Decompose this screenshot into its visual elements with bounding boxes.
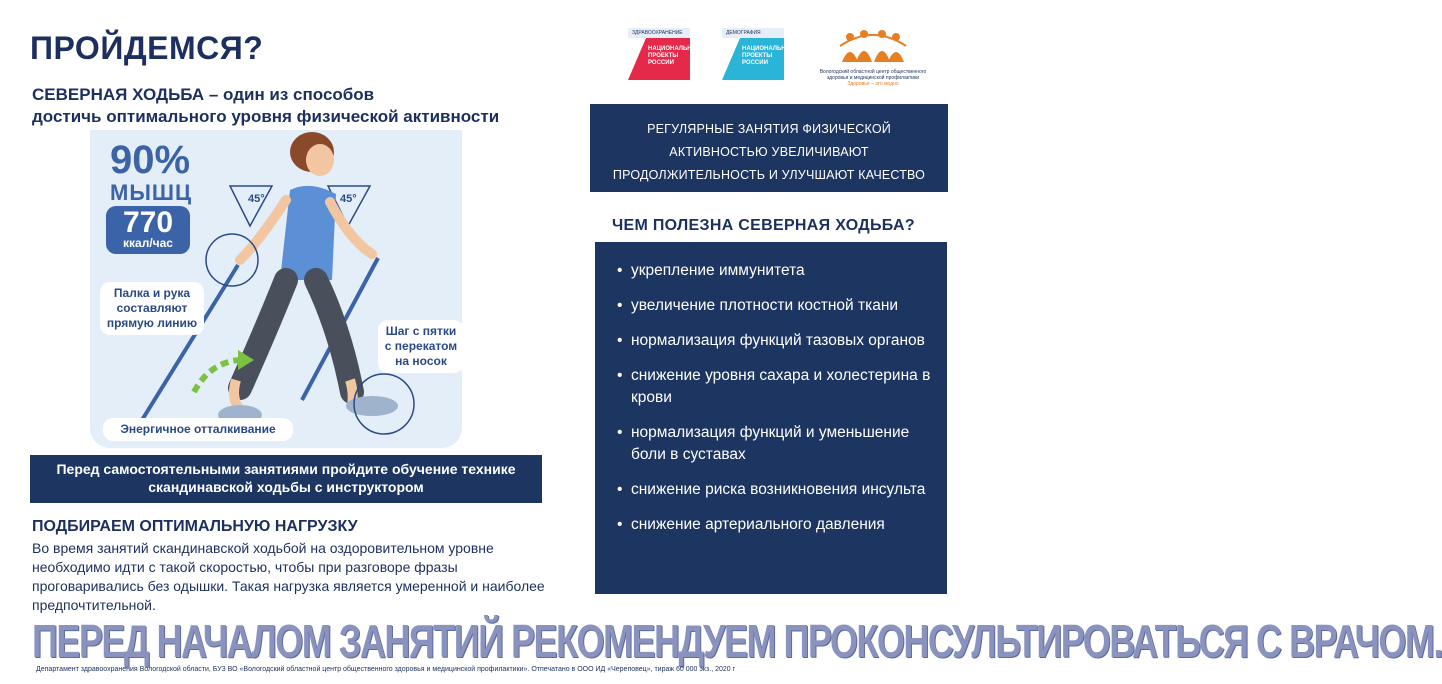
footer-credits: Департамент здравоохранения Вологодской области, БУЗ ВО «Вологодский областной центр общественного здоровья и медицинской профилактики». Отпечатано в ООО ИД «Череповец», тираж 60 000 экз., 2020 г (36, 666, 736, 673)
logo-tag: ЗДРАВООХРАНЕНИЕ (628, 28, 690, 38)
note-stick-arm: Палка и рука составляют прямую линию (100, 282, 204, 335)
benefit-item: • снижение уровня сахара и холестерина в крови (617, 365, 931, 409)
subtitle (32, 84, 499, 128)
subtitle-line-2: достичь оптимального уровня физической активности (32, 107, 500, 126)
benefits-title: ЧЕМ ПОЛЕЗНА СЕВЕРНАЯ ХОДЬБА? (612, 217, 915, 234)
instructor-notice: Перед самостоятельными занятиями пройдите обучение технике скандинавской ходьбы с инструктором (30, 455, 542, 503)
note-push-off: Энергичное отталкивание (103, 418, 293, 441)
logo-tag: ДЕМОГРАФИЯ (722, 28, 784, 38)
people-icon (838, 28, 908, 64)
angle-left-label: 45° (248, 193, 265, 205)
subtitle-line-1: СЕВЕРНАЯ ХОДЬБА – один из способов (32, 85, 375, 104)
benefit-item: • нормализация функций и уменьшение боли в суставах (617, 422, 931, 466)
doctor-consult-warning: ПЕРЕД НАЧАЛОМ ЗАНЯТИЙ РЕКОМЕНДУЕМ ПРОКОНСУЛЬТИРОВАТЬСЯ С ВРАЧОМ. (32, 614, 1442, 668)
logo-label: НАЦИОНАЛЬНЫЕ ПРОЕКТЫ РОССИИ (648, 46, 702, 66)
benefits-box (595, 242, 947, 594)
muscles-label: МЫШЦ (110, 180, 193, 205)
benefit-item: • укрепление иммунитета (617, 260, 931, 282)
benefit-item: • нормализация функций тазовых органов (617, 330, 931, 352)
logo-label: Вологодский областной центр общественного здоровья и медицинской профилактики (819, 69, 927, 81)
kcal-unit: ккал/час (123, 236, 173, 250)
load-section-text: Во время занятий скандинавской ходьбой на оздоровительном уровне необходимо идти с такой скоростью, чтобы при разговоре фразы проговаривались без одышки. Такая нагрузка является умеренной и наиболее предпочтительной. (32, 540, 545, 613)
page-title: ПРОЙДЕМСЯ? (30, 30, 264, 66)
kcal-badge (106, 206, 190, 254)
benefit-item: • увеличение плотности костной ткани (617, 295, 931, 317)
kcal-value: 770 (122, 206, 174, 239)
angle-right-label: 45° (340, 193, 357, 205)
logo-slogan: Здоровье – это модно (847, 81, 899, 87)
benefit-item: • снижение риска возникновения инсульта (617, 479, 931, 501)
regular-activity-box: РЕГУЛЯРНЫЕ ЗАНЯТИЯ ФИЗИЧЕСКОЙ АКТИВНОСТЬЮ УВЕЛИЧИВАЮТ ПРОДОЛЖИТЕЛЬНОСТЬ И УЛУЧШАЮТ КАЧЕСТВО ЖИЗНИ ЧЕЛОВЕКА. (590, 104, 948, 192)
national-projects-health-logo (628, 28, 702, 80)
logo-label: НАЦИОНАЛЬНЫЕ ПРОЕКТЫ РОССИИ (742, 46, 796, 66)
benefit-item: • снижение артериального давления (617, 514, 931, 536)
percent-value: 90% (110, 138, 191, 182)
national-projects-demography-logo (722, 28, 796, 80)
load-section-title: ПОДБИРАЕМ ОПТИМАЛЬНУЮ НАГРУЗКУ (32, 518, 358, 535)
note-heel-to-toe: Шаг с пятки с перекатом на носок (378, 320, 464, 373)
benefits-list (617, 260, 931, 536)
health-center-logo (818, 28, 928, 87)
